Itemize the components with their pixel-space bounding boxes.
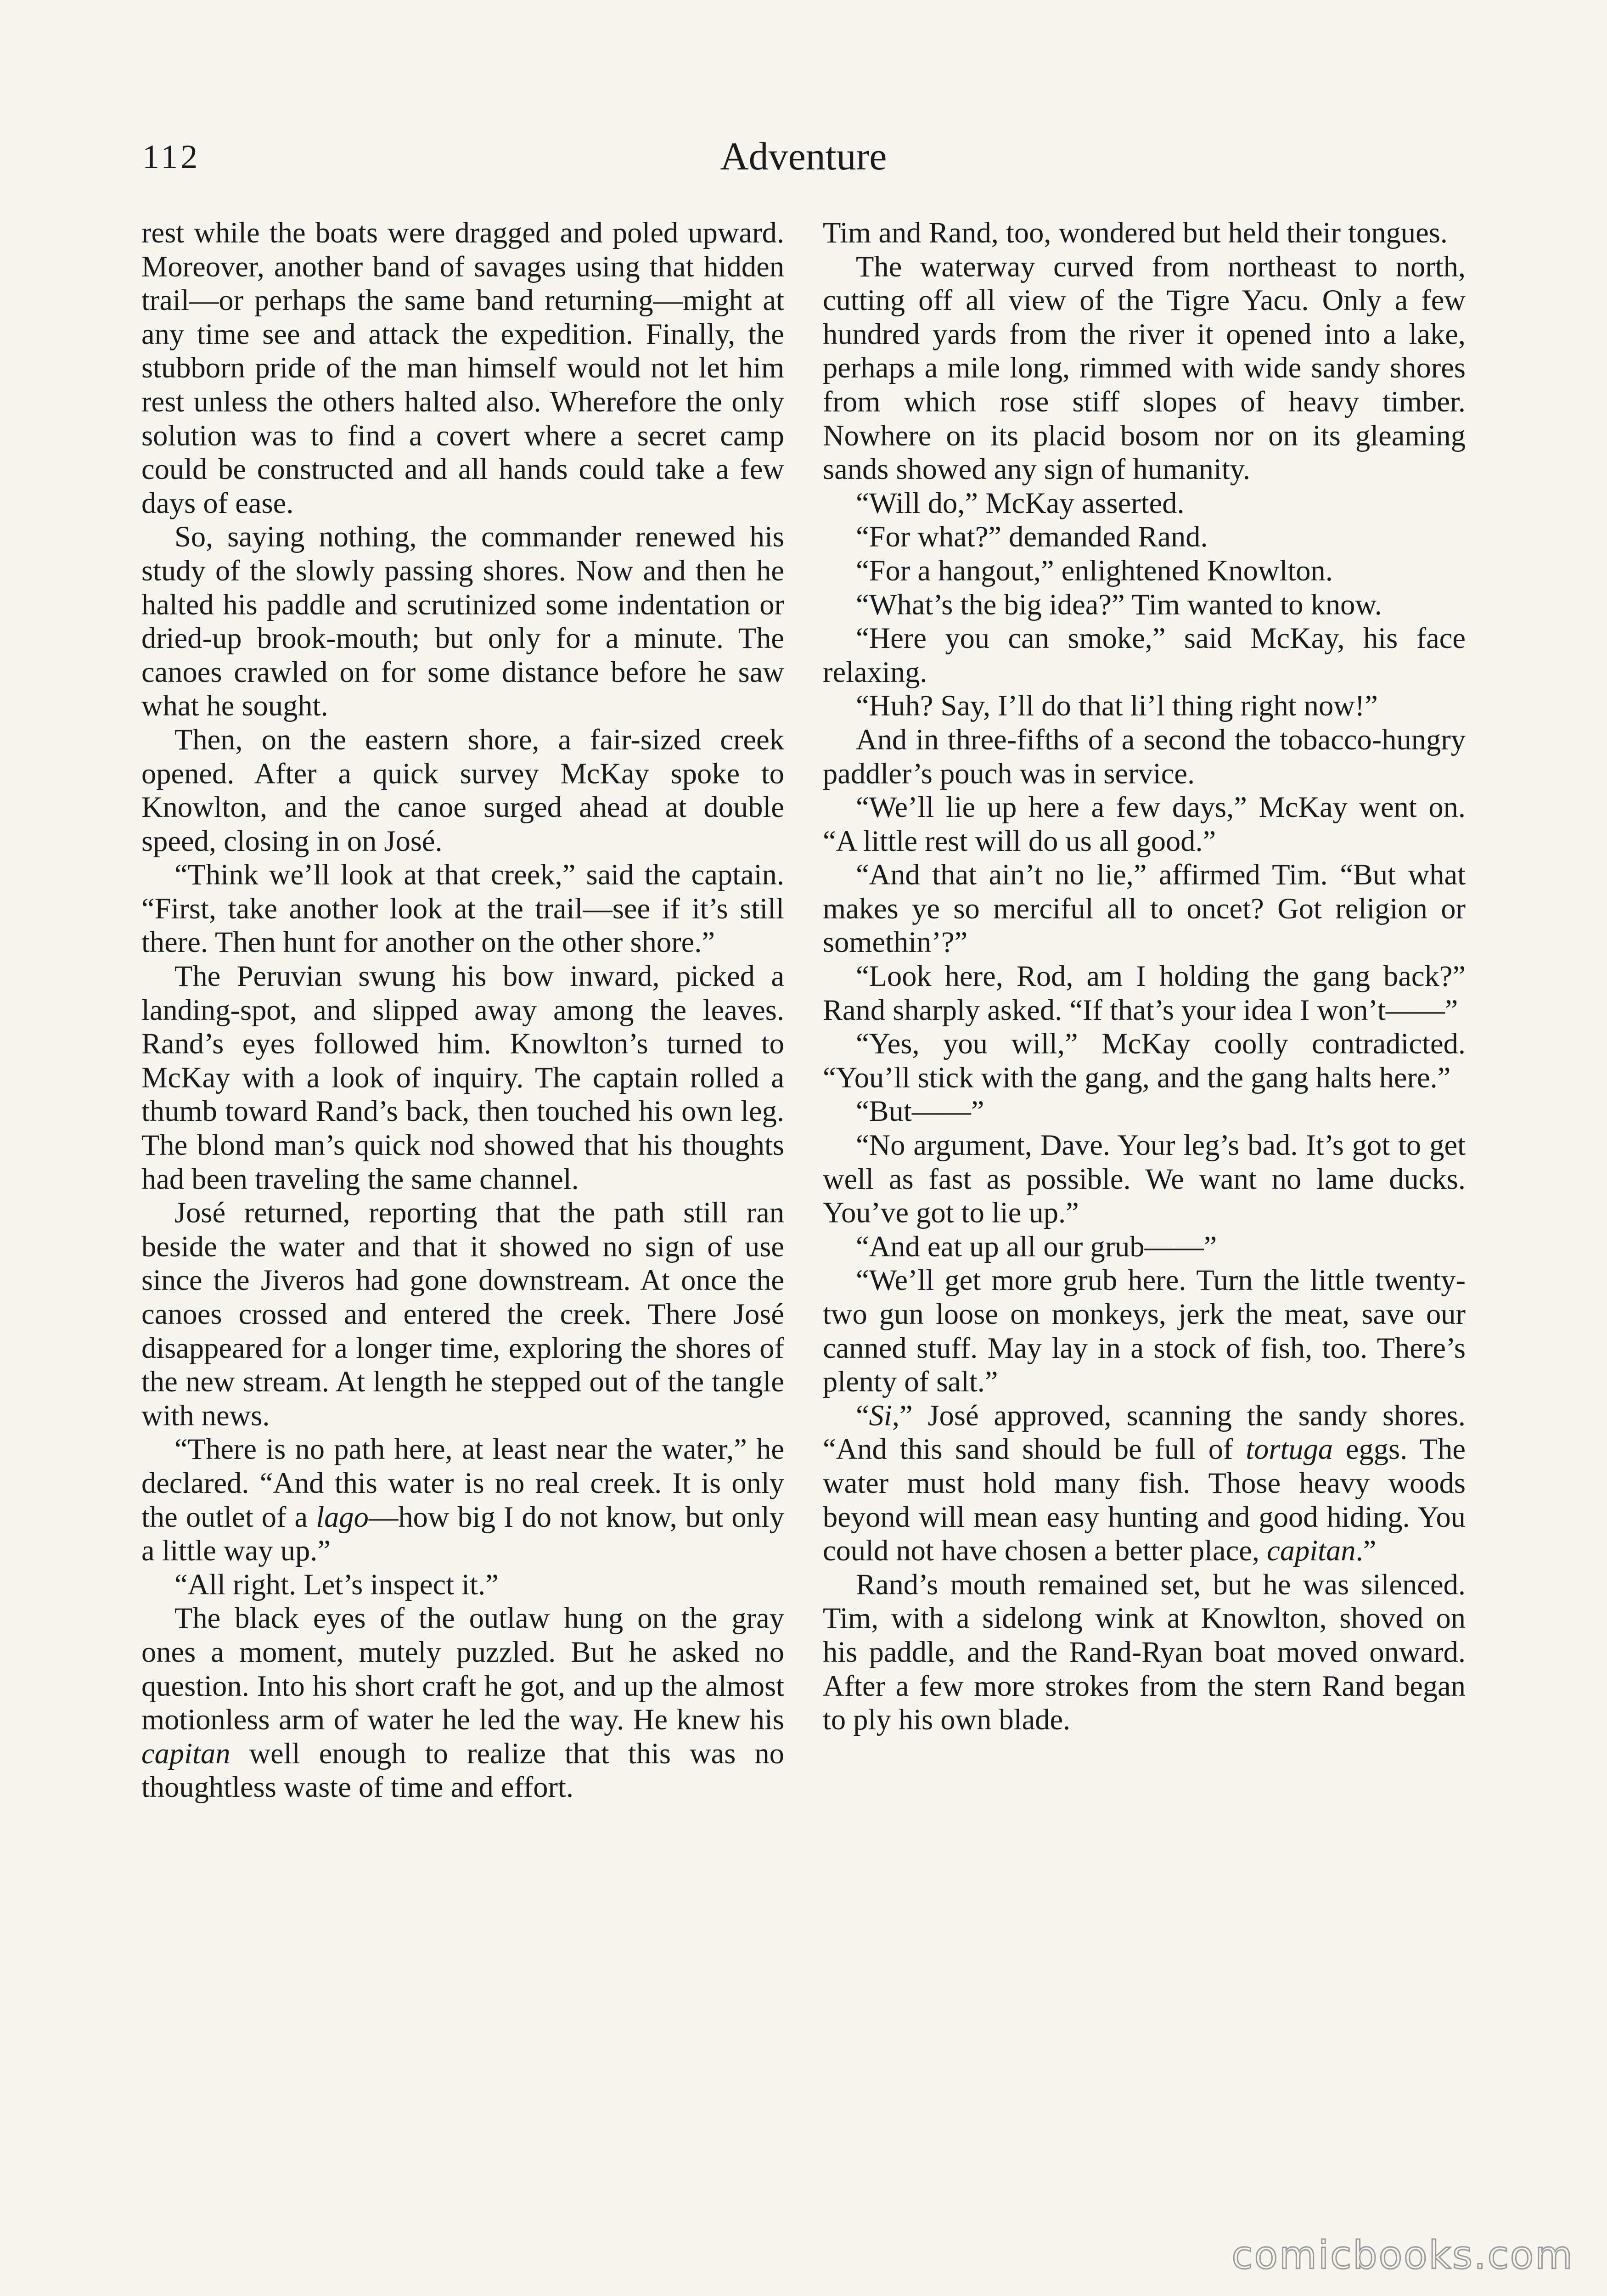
paragraph: “What’s the big idea?” Tim wanted to know. [856,588,1382,621]
paragraph: “Look here, Rod, am I holding the gang back?” Rand sharply asked. “If that’s your idea I won’t——” [823,960,1466,1026]
paragraph: “Will do,” McKay asserted. [856,486,1185,519]
paragraph: “We’ll get more grub here. Turn the little twenty-two gun loose on monkeys, jerk the meat, save our canned stuff. May lay in a stock of fish, too. There’s plenty of salt.” [823,1264,1466,1398]
running-head-title: Adventure [720,134,887,178]
paragraph: Then, on the eastern shore, a fair-sized creek opened. After a quick survey McKay spoke to Knowlton, and the canoe surged ahead at double speed, closing in on José. [141,723,784,857]
paragraph: “Yes, you will,” McKay coolly contradicted. “You’ll stick with the gang, and the gang halts here.” [823,1027,1466,1094]
paragraph: “There is no path here, at least near the water,” he declared. “And this water is no real creek. It is only the outlet of a lago—how big I do not know, but only a little way up.” [141,1433,784,1567]
paragraph: “Si,” José approved, scanning the sandy shores. “And this sand should be full of tortuga eggs. The water must hold many fish. Those heavy woods beyond will mean easy hunting and good hiding. You could not have chosen a better place, capitan.” [823,1399,1466,1567]
paragraph: The waterway curved from northeast to north, cutting off all view of the Tigre Yacu. Only a few hundred yards from the river it opened into a lake, perhaps a mile long, rimmed with wide sandy shores from which rose stiff slopes of heavy timber. Nowhere on its placid bosom nor on its gleaming sands showed any sign of humanity. [823,250,1466,486]
paragraph: “We’ll lie up here a few days,” McKay went on. “A little rest will do us all good.” [823,791,1466,857]
paragraph: “Huh? Say, I’ll do that li’l thing right now!” [856,689,1378,722]
paragraph: “But——” [856,1095,984,1128]
paragraph: And in three-fifths of a second the tobacco-hungry paddler’s pouch was in service. [823,723,1466,790]
paragraph: The black eyes of the outlaw hung on the gray ones a moment, mutely puzzled. But he asked no question. Into his short craft he got, and up the almost motionless arm of water he led the way. He knew his capitan well enough to realize that this was no thoughtless waste of time and effort. [141,1602,784,1804]
paragraph: “For a hangout,” enlightened Knowlton. [856,554,1333,587]
paragraph: “All right. Let’s inspect it.” [174,1568,499,1601]
text-column-right [823,216,1466,1737]
text-column-left [141,216,784,1804]
paragraph: “And eat up all our grub——” [856,1230,1217,1263]
paragraph: Rand’s mouth remained set, but he was silenced. Tim, with a sidelong wink at Knowlton, shoved on his paddle, and the Rand-Ryan boat moved onward. After a few more strokes from the stern Rand began to ply his own blade. [823,1568,1466,1736]
paragraph: The Peruvian swung his bow inward, picked a landing-spot, and slipped away among the leaves. Rand’s eyes followed him. Knowlton’s turned to McKay with a look of inquiry. The captain rolled a thumb toward Rand’s back, then touched his own leg. The blond man’s quick nod showed that his thoughts had been traveling the same channel. [141,960,784,1195]
paragraph: “And that ain’t no lie,” affirmed Tim. “But what makes ye so merciful all to oncet? Got religion or somethin’?” [823,858,1466,959]
paragraph: “Think we’ll look at that creek,” said the captain. “First, take another look at the trail—see if it’s still there. Then hunt for another on the other shore.” [141,858,784,959]
paragraph: José returned, reporting that the path still ran beside the water and that it showed no sign of use since the Jiveros had gone downstream. At once the canoes crossed and entered the creek. There José disappeared for a longer time, exploring the shores of the new stream. At length he stepped out of the tangle with news. [141,1196,784,1432]
page-number: 112 [142,138,201,176]
paragraph: Tim and Rand, too, wondered but held their tongues. [823,216,1448,249]
paragraph: “For what?” demanded Rand. [856,520,1208,553]
watermark-logo: comicbooks.com [1231,2233,1574,2278]
paragraph: So, saying nothing, the commander renewed his study of the slowly passing shores. Now and then he halted his paddle and scrutinized some indentation or dried-up brook-mouth; but only for a minute. The canoes crawled on for some distance before he saw what he sought. [141,520,784,722]
paragraph: “Here you can smoke,” said McKay, his face relaxing. [823,622,1466,688]
paragraph: “No argument, Dave. Your leg’s bad. It’s got to get well as fast as possible. We want no lame ducks. You’ve got to lie up.” [823,1129,1466,1229]
paragraph: rest while the boats were dragged and poled upward. Moreover, another band of savages using that hidden trail—or perhaps the same band returning—might at any time see and attack the expedition. Finally, the stubborn pride of the man himself would not let him rest unless the others halted also. Wherefore the only solution was to find a covert where a secret camp could be constructed and all hands could take a few days of ease. [141,216,784,519]
